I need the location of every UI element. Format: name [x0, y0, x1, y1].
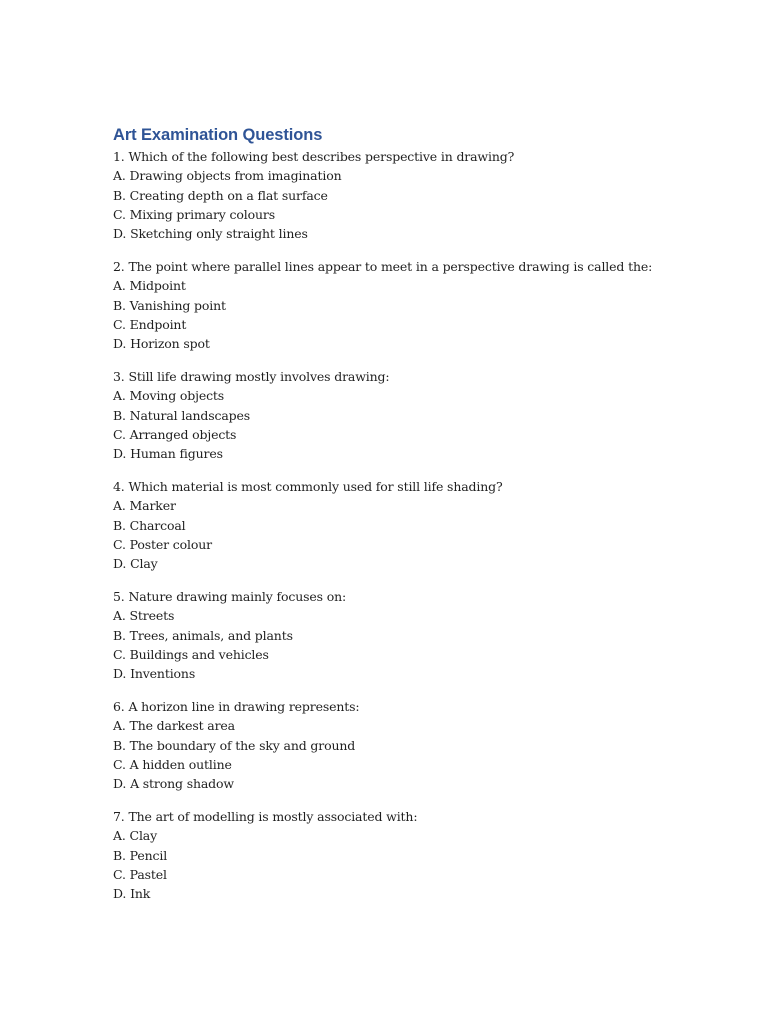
- answer-option-c: C. Poster colour: [113, 536, 212, 552]
- question-7: [113, 807, 713, 903]
- answer-option-c: C. Buildings and vehicles: [113, 646, 269, 662]
- answer-option-d: D. Human figures: [113, 446, 223, 462]
- answer-option-d: D. Horizon spot: [113, 336, 210, 352]
- answer-option-b: B. Charcoal: [113, 517, 186, 533]
- answer-option-a: A. The darkest area: [113, 718, 235, 734]
- question-text: 3. Still life drawing mostly involves drawing:: [113, 368, 390, 384]
- answer-option-a: A. Drawing objects from imagination: [113, 168, 342, 184]
- answer-option-a: A. Midpoint: [113, 278, 186, 294]
- question-3: [113, 367, 713, 463]
- question-text: 1. Which of the following best describes perspective in drawing?: [113, 149, 515, 164]
- document-title: Art Examination Questions: [113, 126, 323, 144]
- answer-option-d: D. Inventions: [113, 666, 196, 682]
- question-text: 2. The point where parallel lines appear to meet in a perspective drawing is called the:: [113, 258, 653, 274]
- answer-option-a: A. Clay: [113, 828, 158, 844]
- answer-option-c: C. A hidden outline: [113, 756, 232, 772]
- question-text: 4. Which material is most commonly used for still life shading?: [113, 478, 503, 494]
- answer-option-c: C. Endpoint: [113, 316, 187, 332]
- answer-option-d: D. Clay: [113, 556, 158, 572]
- question-1: [113, 147, 713, 243]
- question-text: 5. Nature drawing mainly focuses on:: [113, 588, 347, 604]
- answer-option-a: A. Marker: [113, 498, 176, 514]
- answer-option-d: D. A strong shadow: [113, 776, 234, 792]
- answer-option-b: B. The boundary of the sky and ground: [113, 737, 356, 753]
- answer-option-c: C. Arranged objects: [113, 426, 237, 442]
- question-text: 6. A horizon line in drawing represents:: [113, 698, 360, 714]
- answer-option-c: C. Mixing primary colours: [113, 206, 275, 222]
- question-6: [113, 697, 713, 793]
- answer-option-d: D. Sketching only straight lines: [113, 226, 308, 242]
- question-text: 7. The art of modelling is mostly associated with:: [113, 808, 418, 824]
- question-2: [113, 257, 713, 353]
- answer-option-b: B. Creating depth on a flat surface: [113, 187, 328, 203]
- question-4: [113, 477, 713, 573]
- document-body: [113, 124, 713, 917]
- answer-option-a: A. Moving objects: [113, 388, 225, 404]
- answer-option-b: B. Vanishing point: [113, 297, 226, 313]
- question-5: [113, 587, 713, 683]
- answer-option-c: C. Pastel: [113, 866, 167, 882]
- answer-option-b: B. Trees, animals, and plants: [113, 627, 293, 643]
- answer-option-a: A. Streets: [113, 608, 175, 624]
- answer-option-b: B. Pencil: [113, 847, 168, 863]
- answer-option-b: B. Natural landscapes: [113, 407, 251, 423]
- answer-option-d: D. Ink: [113, 886, 151, 902]
